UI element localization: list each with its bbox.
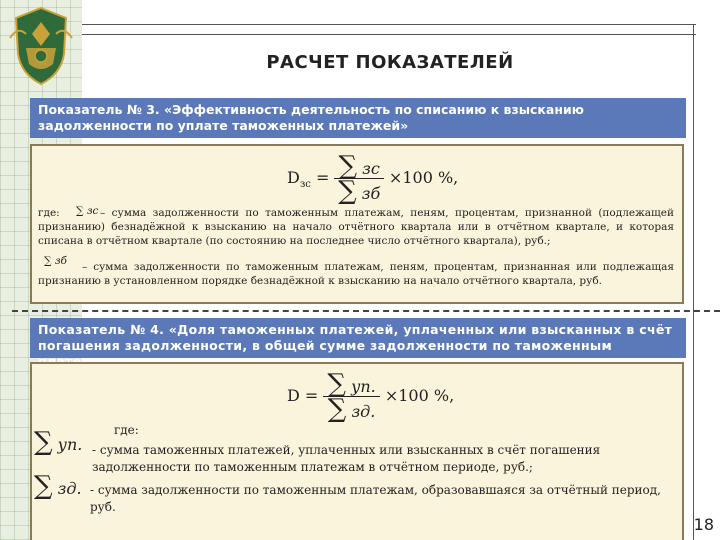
right-vertical-rule — [693, 24, 694, 540]
sigma-icon: ∑ — [34, 427, 53, 457]
indicator4-panel — [30, 362, 684, 540]
formula-comma: , — [449, 386, 455, 405]
indicator3-formula — [287, 151, 459, 206]
formula-tail: ×100 % — [384, 386, 450, 405]
term2-symbol — [34, 471, 82, 501]
page-title: РАСЧЕТ ПОКАЗАТЕЛЕЙ — [266, 52, 514, 73]
formula-numerator: уп. — [351, 377, 376, 396]
where-label: где: — [114, 423, 139, 437]
formula-denominator: зб — [361, 184, 381, 203]
term2-definition: – сумма задолженности по таможенным платежам, пеням, процентам, признанная или подлежащая признанию в установленном порядке безнадёжной к взысканию на начало отчётного квартала, руб. — [38, 261, 674, 287]
formula-fraction — [334, 151, 383, 206]
term2-symbol-text: зд. — [57, 479, 82, 498]
indicator4-heading: Показатель № 4. «Доля таможенных платежей, уплаченных или взысканных в счёт погашения задолженности, в общей сумме задолженности по таможенным — [30, 318, 686, 358]
term2-symbol: ∑ зб — [44, 255, 67, 267]
top-double-rule — [82, 24, 696, 35]
formula-eq: = — [304, 386, 319, 405]
sigma-icon: ∑ — [34, 471, 53, 501]
formula-lhs: D — [287, 168, 300, 187]
formula-eq: = — [315, 168, 330, 187]
term1-symbol — [34, 427, 83, 457]
formula-tail: ×100 % — [388, 168, 454, 187]
formula-fraction — [323, 369, 379, 424]
indicator3-panel — [30, 144, 684, 304]
formula-denominator: зд. — [351, 402, 376, 421]
formula-numerator: зс — [362, 159, 380, 178]
sigma-icon: ∑ — [327, 394, 347, 424]
formula-lhs: D — [287, 386, 300, 405]
sigma-icon: ∑ — [338, 176, 357, 206]
customs-emblem-icon — [6, 4, 76, 88]
term1-symbol-text: уп. — [57, 435, 83, 454]
where-label: где: — [38, 207, 60, 219]
term1-symbol: ∑ зс — [76, 205, 99, 217]
indicator3-heading: Показатель № 3. «Эффективность деятельность по списанию к взысканию задолженности по уплате таможенных платежей» — [30, 98, 686, 138]
page-number: 18 — [693, 515, 714, 534]
term1-definition: - сумма таможенных платежей, уплаченных или взысканных в счёт погашения задолженности по таможенным платежам в отчётном периоде, руб.; — [92, 443, 601, 474]
section-divider — [12, 310, 720, 312]
term2-definition: - сумма задолженности по таможенным платежам, образовавшаяся за отчётный период, руб. — [90, 483, 661, 514]
sigma-icon: ∑ — [327, 369, 346, 399]
formula-lhs-sub: зс — [299, 179, 311, 191]
indicator4-formula — [287, 369, 455, 424]
term1-definition: – сумма задолженности по таможенным платежам, пеням, процентам, признанной (подлежащей признанию) безнадёжной к взысканию на начало отчётного квартала или в отчётном квартале, и которая списана в отчётном квартале (по состоянию на последнее число отчётного квартала), руб.; — [38, 207, 674, 247]
formula-comma: , — [453, 168, 459, 187]
sigma-icon: ∑ — [338, 151, 358, 181]
